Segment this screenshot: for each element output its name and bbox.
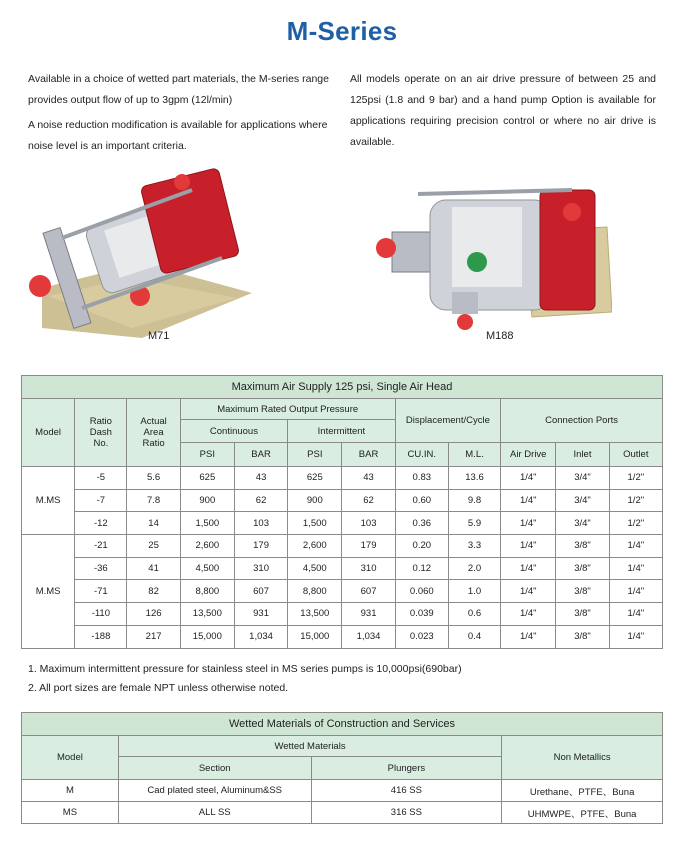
table-cell: 15,000 xyxy=(288,625,342,648)
table-cell: 15,000 xyxy=(180,625,234,648)
table-cell: -12 xyxy=(75,512,127,535)
table-cell: 14 xyxy=(127,512,180,535)
table-row xyxy=(22,535,663,558)
table-cell: 1/4" xyxy=(501,489,556,512)
table-cell: 1,034 xyxy=(342,625,395,648)
table-cell: -36 xyxy=(75,557,127,580)
table-cell: -188 xyxy=(75,625,127,648)
specs-table xyxy=(21,375,663,649)
header-actual-ratio: Actual Area Ratio xyxy=(127,399,180,467)
paragraph: A noise reduction modification is available for applications where noise level is an important criteria. xyxy=(28,119,328,152)
table-cell: 3/8" xyxy=(556,580,609,603)
table-cell: 1/2" xyxy=(609,512,662,535)
table-cell: 3/8" xyxy=(556,557,609,580)
table-cell: 2,600 xyxy=(288,535,342,558)
table-cell: 625 xyxy=(288,467,342,490)
table-cell: 82 xyxy=(127,580,180,603)
header-ratio-dash: Ratio Dash No. xyxy=(75,399,127,467)
table-cell: 1/4" xyxy=(609,535,662,558)
table-cell: 9.8 xyxy=(448,489,500,512)
table-cell: 416 SS xyxy=(311,780,502,802)
table-cell: 2.0 xyxy=(448,557,500,580)
table-cell: 316 SS xyxy=(311,802,502,824)
paragraph: All models operate on an air drive pressure of between 25 and 125psi (1.8 and 9 bar) and a hand pump Option is available for applications requiring precision control or where no air drive is available. xyxy=(350,73,656,148)
table-cell: 43 xyxy=(234,467,287,490)
table-cell: 1,500 xyxy=(288,512,342,535)
table-cell: 1/4" xyxy=(501,603,556,626)
table-cell: 1/2" xyxy=(609,489,662,512)
table-cell: 1,500 xyxy=(180,512,234,535)
header-model: Model xyxy=(22,399,75,467)
header-inlet: Inlet xyxy=(556,443,609,467)
m71-caption: M71 xyxy=(148,330,170,342)
table-cell: 103 xyxy=(342,512,395,535)
table-cell: 310 xyxy=(342,557,395,580)
header-plungers: Plungers xyxy=(311,757,502,780)
table-cell: M xyxy=(22,780,119,802)
table-cell: Cad plated steel, Aluminum&SS xyxy=(118,780,311,802)
table-cell: 3/4" xyxy=(556,489,609,512)
table-row xyxy=(22,489,663,512)
header-displacement: Displacement/Cycle xyxy=(395,399,500,443)
table-cell: 1/4" xyxy=(501,625,556,648)
table-cell: MS xyxy=(22,802,119,824)
model-cell: M.MS xyxy=(22,535,75,648)
header-ml: M.L. xyxy=(448,443,500,467)
header-max-pressure: Maximum Rated Output Pressure xyxy=(180,399,395,420)
header-bar: BAR xyxy=(342,443,395,467)
header-ports: Connection Ports xyxy=(501,399,663,443)
table-cell: 5.9 xyxy=(448,512,500,535)
table-cell: 1/4" xyxy=(609,580,662,603)
table-cell: 62 xyxy=(342,489,395,512)
table-cell: 2,600 xyxy=(180,535,234,558)
table-cell: 0.023 xyxy=(395,625,448,648)
table-cell: 0.20 xyxy=(395,535,448,558)
table-cell: 1/4" xyxy=(501,512,556,535)
table-cell: 1/4" xyxy=(609,625,662,648)
table-cell: 900 xyxy=(180,489,234,512)
intro-left xyxy=(28,69,338,161)
table-cell: 43 xyxy=(342,467,395,490)
header-continuous: Continuous xyxy=(180,420,287,443)
table-cell: -21 xyxy=(75,535,127,558)
table-cell: Urethane、PTFE、Buna xyxy=(502,780,663,802)
table-cell: 1/4" xyxy=(501,580,556,603)
table-cell: 607 xyxy=(342,580,395,603)
table-cell: 41 xyxy=(127,557,180,580)
table-cell: 0.060 xyxy=(395,580,448,603)
table-cell: 3/4" xyxy=(556,467,609,490)
table-row xyxy=(22,467,663,490)
table-cell: 62 xyxy=(234,489,287,512)
table-cell: -5 xyxy=(75,467,127,490)
table-cell: 310 xyxy=(234,557,287,580)
table-row xyxy=(22,580,663,603)
table-title: Maximum Air Supply 125 psi, Single Air Head xyxy=(22,376,663,399)
table-cell: 8,800 xyxy=(180,580,234,603)
paragraph: Available in a choice of wetted part materials, the M-series range provides output flow of up to 3gpm (12l/min) xyxy=(28,73,329,106)
model-cell: M.MS xyxy=(22,467,75,535)
note: 1. Maximum intermittent pressure for stainless steel in MS series pumps is 10,000psi(690bar) xyxy=(28,663,462,675)
table-cell: 5.6 xyxy=(127,467,180,490)
m188-pump-image xyxy=(372,172,612,332)
table-cell: 13.6 xyxy=(448,467,500,490)
header-psi: PSI xyxy=(180,443,234,467)
table-cell: 13,500 xyxy=(288,603,342,626)
header-section: Section xyxy=(118,757,311,780)
intro-right xyxy=(350,69,656,157)
table-cell: 3/8" xyxy=(556,603,609,626)
table-cell: 3.3 xyxy=(448,535,500,558)
table-cell: 3/8" xyxy=(556,535,609,558)
table-cell: 1/4" xyxy=(501,557,556,580)
table-row xyxy=(22,512,663,535)
notes xyxy=(28,660,462,698)
table-cell: 900 xyxy=(288,489,342,512)
table-cell: 0.36 xyxy=(395,512,448,535)
table-cell: 4,500 xyxy=(288,557,342,580)
table-cell: 0.12 xyxy=(395,557,448,580)
table-cell: 126 xyxy=(127,603,180,626)
header-non-metallics: Non Metallics xyxy=(502,736,663,780)
m188-caption: M188 xyxy=(486,330,514,342)
table-cell: 0.4 xyxy=(448,625,500,648)
materials-table xyxy=(21,712,663,824)
table-cell: -71 xyxy=(75,580,127,603)
table-cell: ALL SS xyxy=(118,802,311,824)
table-cell: 1/2" xyxy=(609,467,662,490)
header-model: Model xyxy=(22,736,119,780)
header-cuin: CU.IN. xyxy=(395,443,448,467)
table-cell: 607 xyxy=(234,580,287,603)
table-cell: 13,500 xyxy=(180,603,234,626)
table-row xyxy=(22,625,663,648)
table-cell: 0.60 xyxy=(395,489,448,512)
header-air-drive: Air Drive xyxy=(501,443,556,467)
table-cell: 179 xyxy=(234,535,287,558)
table-cell: 8,800 xyxy=(288,580,342,603)
table-cell: 0.6 xyxy=(448,603,500,626)
table-row xyxy=(22,557,663,580)
header-psi: PSI xyxy=(288,443,342,467)
note: 2. All port sizes are female NPT unless otherwise noted. xyxy=(28,682,289,694)
table-cell: 4,500 xyxy=(180,557,234,580)
table-cell: 7.8 xyxy=(127,489,180,512)
table-cell: 179 xyxy=(342,535,395,558)
table-cell: 625 xyxy=(180,467,234,490)
header-wetted: Wetted Materials xyxy=(118,736,501,757)
table-row xyxy=(22,780,663,802)
table-cell: 217 xyxy=(127,625,180,648)
table-cell: 0.83 xyxy=(395,467,448,490)
table-cell: 103 xyxy=(234,512,287,535)
table-row xyxy=(22,802,663,824)
table-cell: 0.039 xyxy=(395,603,448,626)
table-cell: 3/4" xyxy=(556,512,609,535)
table-cell: 931 xyxy=(342,603,395,626)
page-title: M-Series xyxy=(286,16,398,46)
table-cell: 3/8" xyxy=(556,625,609,648)
table-cell: 1/4" xyxy=(609,557,662,580)
table-cell: -110 xyxy=(75,603,127,626)
table-cell: 1.0 xyxy=(448,580,500,603)
table-cell: 931 xyxy=(234,603,287,626)
m71-pump-image xyxy=(22,168,252,348)
header-intermittent: Intermittent xyxy=(288,420,395,443)
table-row xyxy=(22,603,663,626)
table-cell: 1/4" xyxy=(501,467,556,490)
table-cell: 1/4" xyxy=(609,603,662,626)
table-title: Wetted Materials of Construction and Services xyxy=(22,713,663,736)
table-cell: UHMWPE、PTFE、Buna xyxy=(502,802,663,824)
header-bar: BAR xyxy=(234,443,287,467)
table-cell: 1,034 xyxy=(234,625,287,648)
table-cell: 1/4" xyxy=(501,535,556,558)
table-cell: -7 xyxy=(75,489,127,512)
table-cell: 25 xyxy=(127,535,180,558)
header-outlet: Outlet xyxy=(609,443,662,467)
